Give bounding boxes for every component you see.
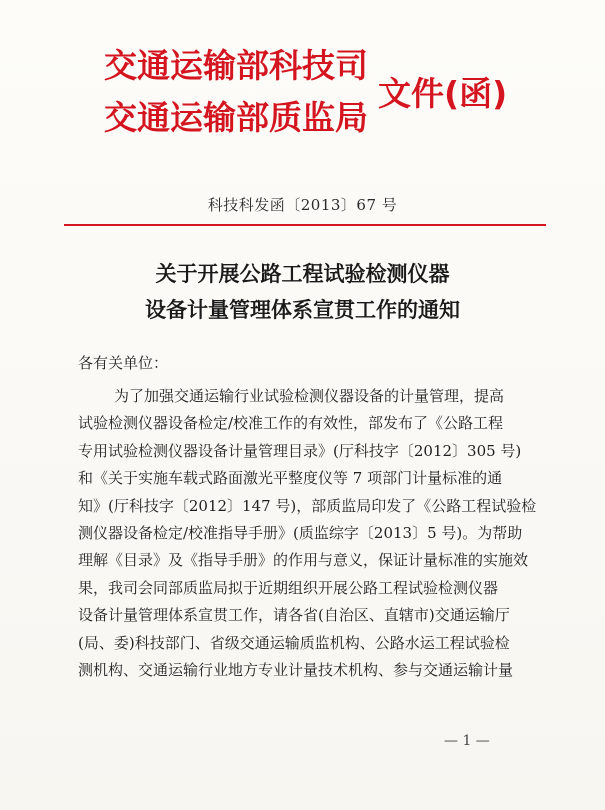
body-line: (局、委)科技部门、省级交通运输质监机构、公路水运工程试验检	[78, 633, 510, 652]
body-line: 为了加强交通运输行业试验检测仪器设备的计量管理，提高	[114, 387, 505, 405]
org-line-1: 交通运输部科技司	[104, 46, 368, 85]
title-line-2: 设备计量管理体系宣贯工作的通知	[145, 298, 460, 322]
body-line: 试验检测仪器设备检定/校准工作的有效性，部发布了《公路工程	[78, 414, 504, 433]
salutation: 各有关单位：	[78, 354, 169, 372]
body-line: 理解《目录》及《指导手册》的作用与意义，保证计量标准的实施效	[78, 551, 529, 570]
document-title	[0, 256, 605, 328]
body-line: 果，我司会同部质监局拟于近期组织开展公路工程试验检测仪器	[78, 578, 499, 597]
org-line-2: 交通运输部质监局	[104, 98, 368, 137]
body-line: 专用试验检测仪器设备计量管理目录》(厅科技字〔2012〕305 号)	[78, 441, 522, 460]
body-line: 和《关于实施车载式路面激光平整度仪等 7 项部门计量标准的通	[78, 469, 503, 488]
body-line: 知》(厅科技字〔2012〕147 号)，部质监局印发了《公路工程试验检	[78, 496, 537, 515]
page-number: — 1 —	[444, 733, 490, 749]
document-type: 文件(函)	[378, 74, 508, 113]
issuing-organizations	[104, 40, 374, 144]
red-divider	[64, 224, 546, 226]
document-number: 科技科发函〔2013〕67 号	[207, 196, 398, 214]
body-line: 测机构、交通运输行业地方专业计量技术机构、参与交通运输计量	[78, 660, 514, 679]
body-text	[78, 383, 540, 684]
body-line: 测仪器设备检定/校准指导手册》(质监综字〔2013〕5 号)。为帮助	[78, 523, 523, 542]
body-line: 设备计量管理体系宣贯工作，请各省(自治区、直辖市)交通运输厅	[78, 606, 510, 625]
title-line-1: 关于开展公路工程试验检测仪器	[155, 262, 450, 286]
